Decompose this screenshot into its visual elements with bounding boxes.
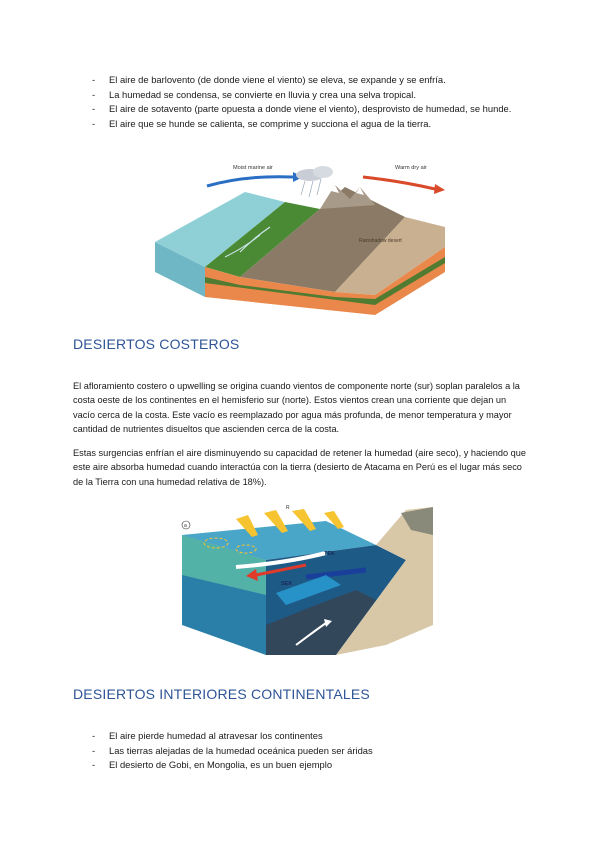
label-warm-air: Warm dry air (395, 165, 427, 171)
moist-air-arrow (207, 177, 293, 186)
label-moist-air: Moist marine air (233, 165, 273, 171)
list-item: - El aire pierde humedad al atravesar los continentes (92, 729, 532, 744)
label-sek: SEK (281, 581, 293, 587)
rainshadow-diagram (145, 157, 455, 320)
warm-air-arrow (363, 177, 435, 189)
bullet-list-orographic (92, 73, 532, 131)
label-r: R (286, 505, 290, 511)
upwelling-diagram (176, 505, 433, 667)
list-item: - Las tierras alejadas de la humedad oceánica pueden ser áridas (92, 744, 532, 759)
list-item: - El aire de sotavento (parte opuesta a donde viene el viento), desprovisto de humedad, se hunde. (92, 102, 532, 117)
paragraph-surgencias: Estas surgencias enfrían el aire disminuyendo su capacidad de retener la humedad (aire seco), y haciendo que este aire absorba humedad cuando interactúa con la tierra (desierto de Atacama en Perú es el lugar más seco de la Tierra con una humedad relativa de 18%). (73, 448, 527, 487)
list-item: - El aire que se hunde se calienta, se comprime y succiona el agua de la tierra. (92, 117, 532, 132)
list-item: - El desierto de Gobi, en Mongolia, es un buen ejemplo (92, 758, 532, 773)
section-heading-interiores: DESIERTOS INTERIORES CONTINENTALES (73, 686, 370, 702)
paragraph-upwelling: El afloramiento costero o upwelling se origina cuando vientos de componente norte (sur) soplan paralelos a la costa oeste de los continentes en el hemisferio sur (norte). Estos vientos crean una corriente que dejan un vacío cerca de la costa. Este vacío es reemplazado por agua más profunda, de menor temperatura y mayor cantidad de nutrientes disueltos que ascienden cerca de la costa. (73, 381, 520, 435)
list-item: - La humedad se condensa, se convierte en lluvia y crea una selva tropical. (92, 88, 532, 103)
bullet-list-interiores (92, 729, 532, 773)
cloud-icon (296, 166, 333, 197)
section-heading-costeros: DESIERTOS COSTEROS (73, 336, 240, 352)
label-tek: TEK (324, 551, 335, 557)
label-panel-a: a (184, 523, 187, 529)
label-desert: Rainshadow desert (359, 238, 402, 244)
list-item: - El aire de barlovento (de donde viene el viento) se eleva, se expande y se enfría. (92, 73, 532, 88)
